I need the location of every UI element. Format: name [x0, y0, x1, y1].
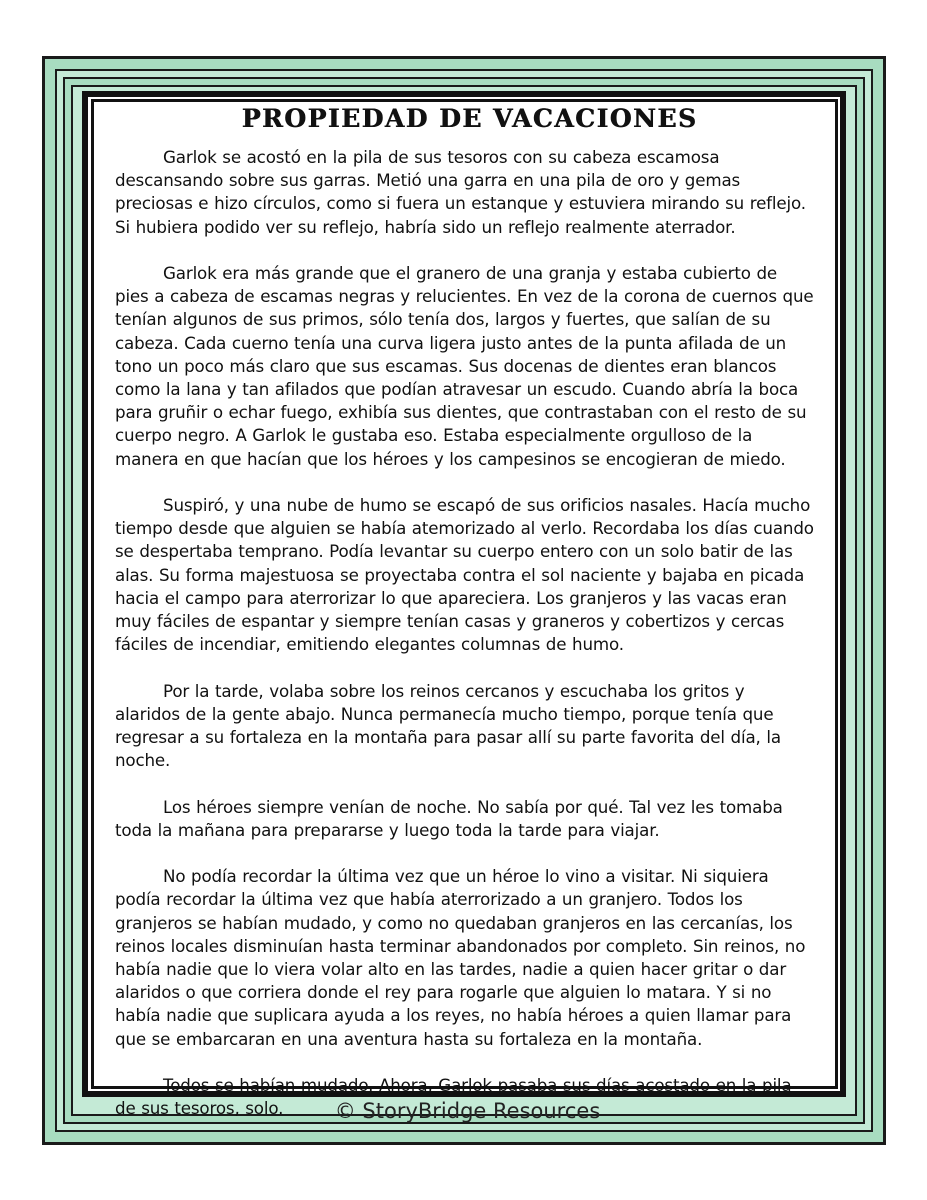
paragraph: Suspiró, y una nube de humo se escapó de sus orificios nasales. Hacía mucho tiempo desde que alguien se había atemorizado al verlo. Recordaba los días cuando se despertaba temprano. Podía levantar su cuerpo entero con un solo batir de las alas. Su forma majestuosa se proyectaba contra el sol naciente y bajaba en picada hacia el campo para aterrorizar lo que apareciera. Los granjeros y las vacas eran muy fáciles de espantar y siempre tenían casas y graneros y cobertizos y cercas fáciles de incendiar, emitiendo elegantes columnas de humo. [115, 495, 814, 655]
paragraph: Todos se habían mudado. Ahora, Garlok pasaba sus días acostado en la pila de sus tesoros, solo. [115, 1075, 792, 1119]
paragraph: Por la tarde, volaba sobre los reinos cercanos y escuchaba los gritos y alaridos de la gente abajo. Nunca permanecía mucho tiempo, porque tenía que regresar a su fortaleza en la montaña para pasar allí su parte favorita del día, la noche. [115, 680, 781, 771]
paragraph: Garlok se acostó en la pila de sus tesoros con su cabeza escamosa descansando sobre sus garras. Metió una garra en una pila de oro y gemas preciosas e hizo círculos, como si fuera un estanque y estuviera mirando su reflejo. Si hubiera podido ver su reflejo, habría sido un reflejo realmente aterrador. [115, 147, 806, 237]
story-body [115, 146, 815, 1120]
copyright-footer: © StoryBridge Resources [334, 1099, 601, 1123]
paragraph: Los héroes siempre venían de noche. No sabía por qué. Tal vez les tomaba toda la mañana para prepararse y luego toda la tarde para viajar. [115, 796, 783, 840]
page-title: PROPIEDAD DE VACACIONES [241, 104, 698, 133]
paragraph: No podía recordar la última vez que un héroe lo vino a visitar. Ni siquiera podía recordar la última vez que había aterrorizado a un granjero. Todos los granjeros se habían mudado, y como no quedaban granjeros en las cercanías, los reinos locales disminuían hasta terminar abandonados por completo. Sin reinos, no había nadie que lo viera volar alto en las tardes, nadie a quien hacer gritar o dar alaridos o que corriera donde el rey para rogarle que alguien lo matara. Y si no había nadie que suplicara ayuda a los reyes, no había héroes a quien llamar para que se embarcaran en una aventura hasta su fortaleza en la montaña. [115, 866, 806, 1049]
paragraph: Garlok era más grande que el granero de una granja y estaba cubierto de pies a cabeza de escamas negras y relucientes. En vez de la corona de cuernos que tenían algunos de sus primos, sólo tenía dos, largos y fuertes, que salían de su cabeza. Cada cuerno tenía una curva ligera justo antes de la punta afilada de un tono un poco más claro que sus escamas. Sus docenas de dientes eran blancos como la lana y tan afilados que podían atravesar un escudo. Cuando abría la boca para gruñir o echar fuego, exhibía sus dientes, que contrastaban con el resto de su cuerpo negro. A Garlok le gustaba eso. Estaba especialmente orgulloso de la manera en que hacían que los héroes y los campesinos se encogieran de miedo. [115, 263, 814, 469]
